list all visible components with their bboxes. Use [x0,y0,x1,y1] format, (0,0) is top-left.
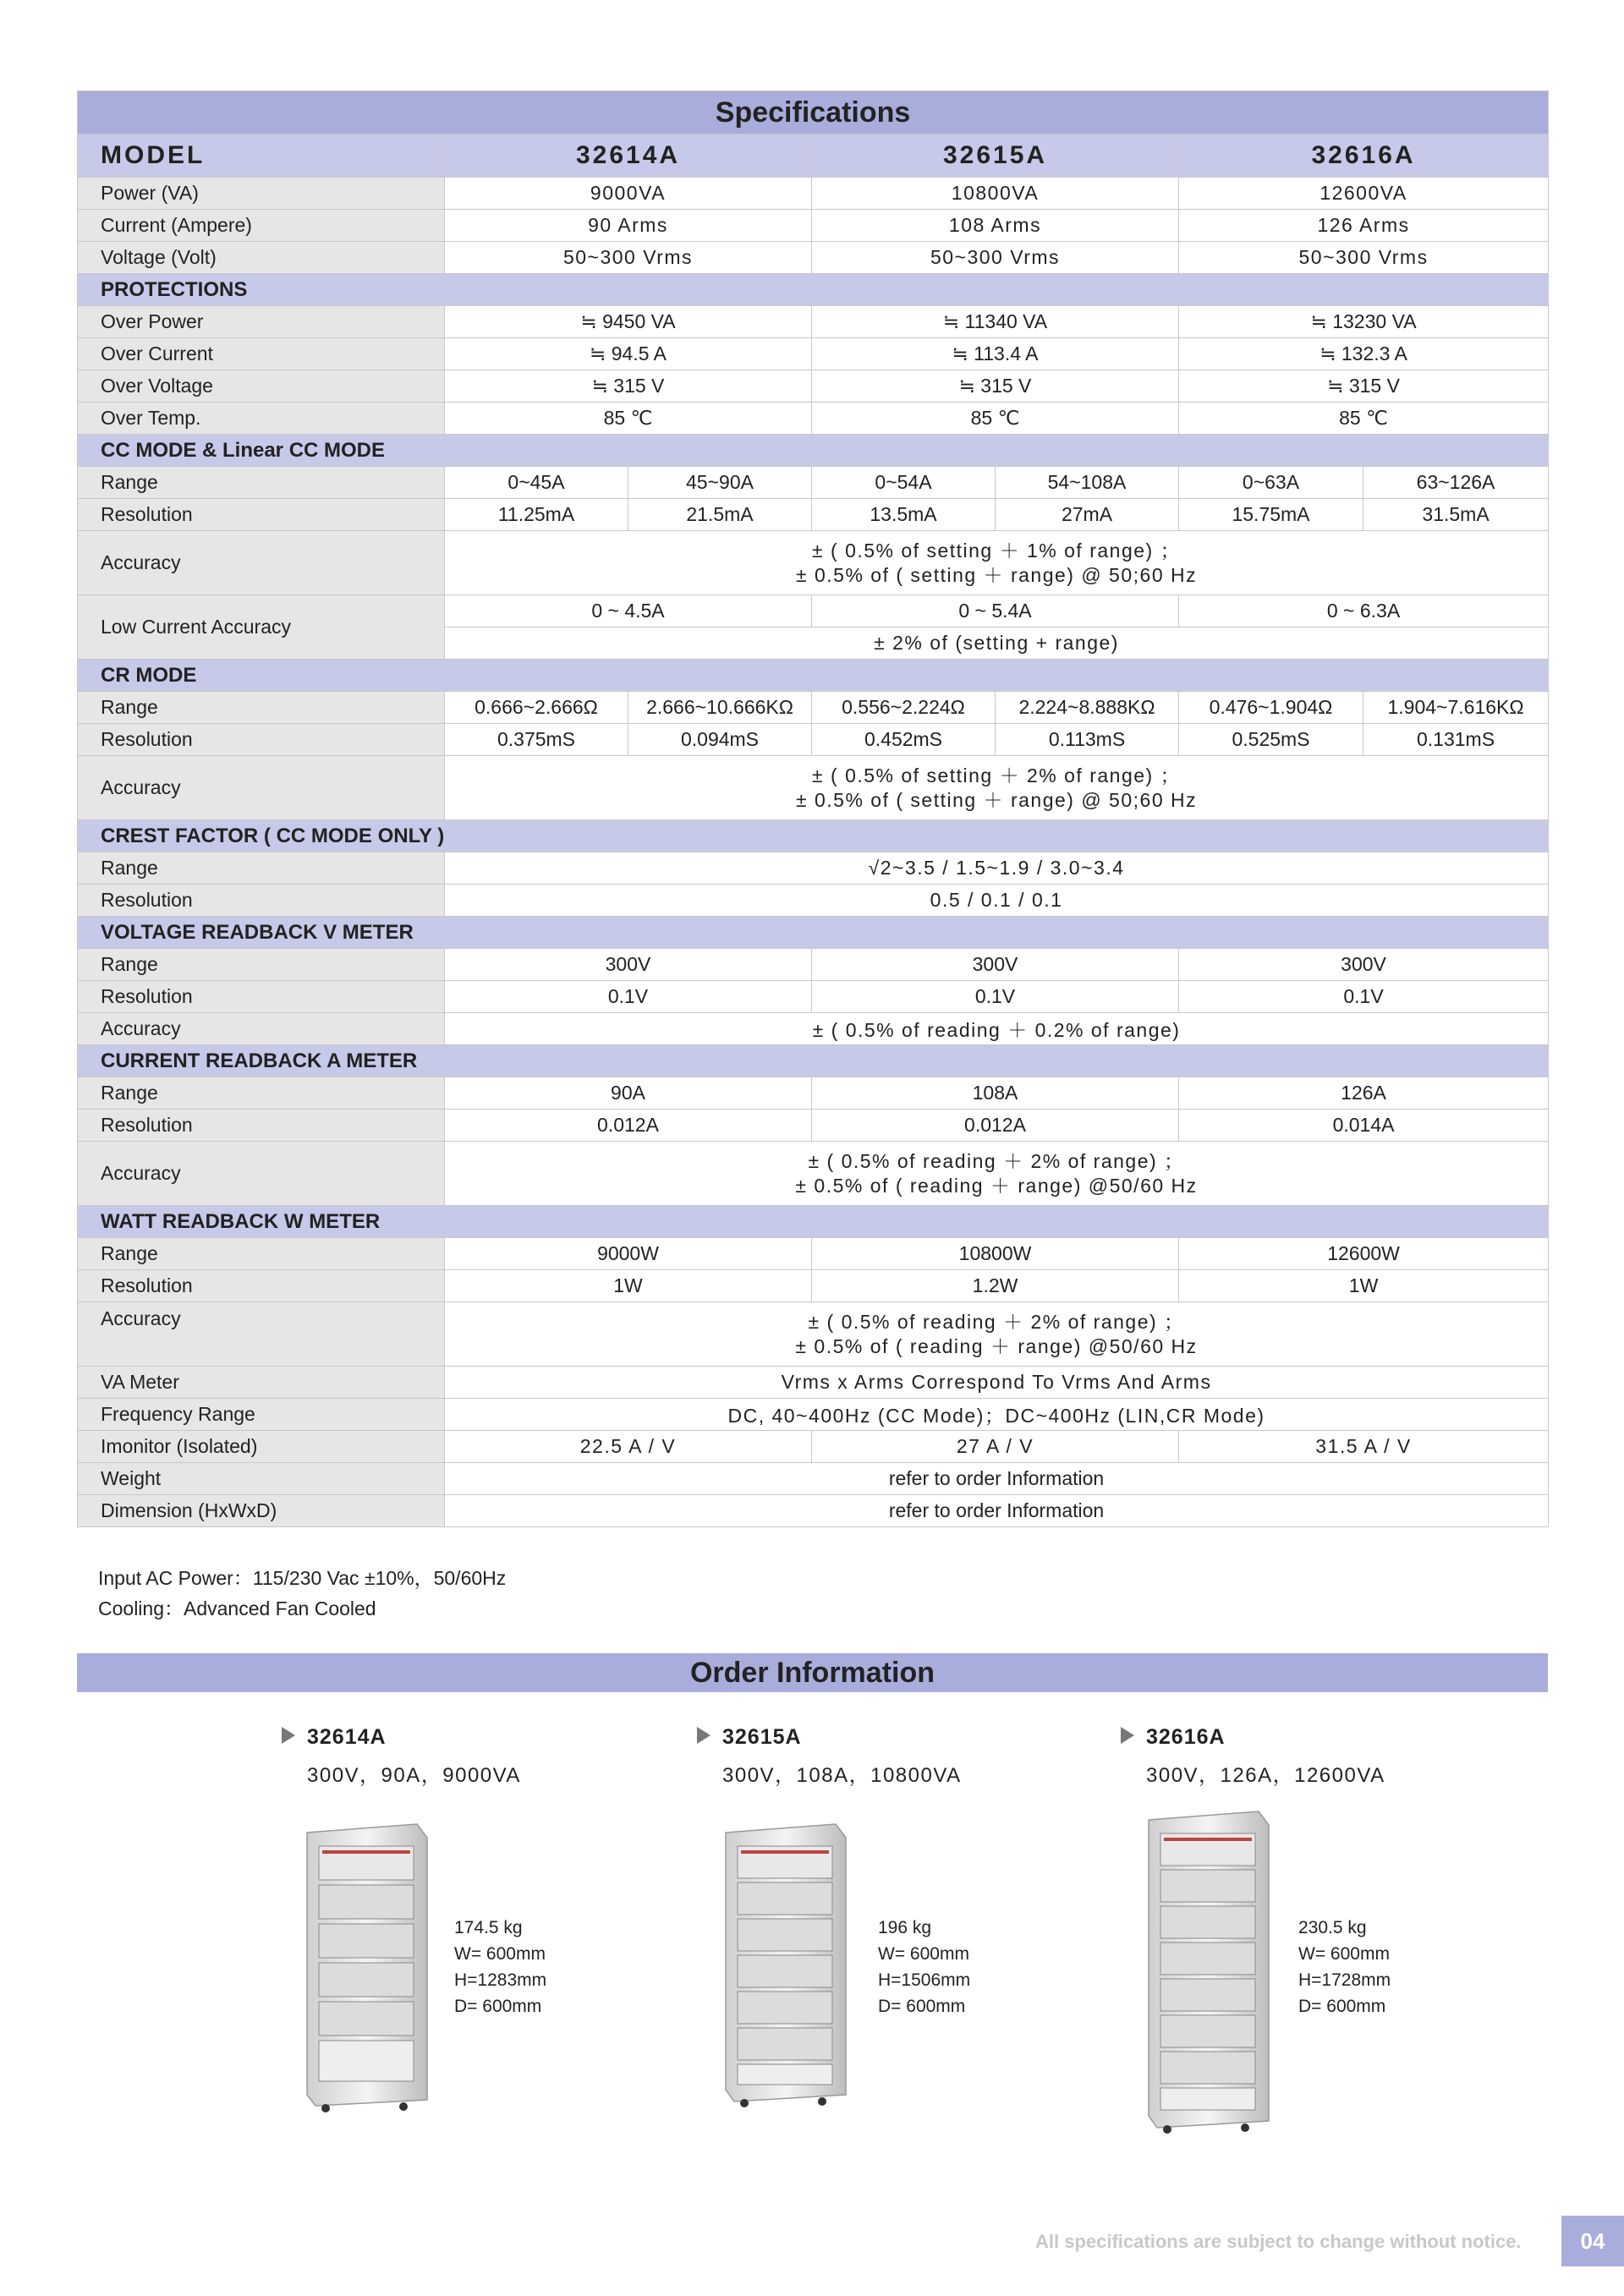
a-resolution-value: 0.012A [812,1110,1179,1142]
v-range-value: 300V [812,949,1179,981]
v-range-value: 300V [1179,949,1549,981]
cc-mode-header: CC MODE & Linear CC MODE [78,435,1549,467]
w-resolution-value: 1W [445,1270,812,1302]
cr-range-value: 0.476~1.904Ω [1179,692,1363,724]
v-resolution-label: Resolution [78,981,445,1013]
a-accuracy-line1: ± ( 0.5% of reading ＋ 2% of range) ； [808,1149,1185,1172]
cc-resolution-value: 15.75mA [1179,499,1363,531]
low-current-range: 0 ~ 5.4A [812,595,1179,627]
order-item-32616a [1121,1725,1385,1788]
cc-resolution-value: 11.25mA [445,499,628,531]
over-voltage-label: Over Voltage [78,370,445,403]
over-voltage-value: ≒ 315 V [812,370,1179,403]
cr-accuracy-label: Accuracy [78,756,445,820]
cc-accuracy-line1: ± ( 0.5% of setting ＋ 1% of range) ； [812,539,1182,562]
order-item-desc: 300V，108A，10800VA [722,1764,962,1787]
over-temp-value: 85 ℃ [812,403,1179,435]
over-current-label: Over Current [78,338,445,370]
cooling-note: Cooling：Advanced Fan Cooled [98,1597,376,1619]
over-power-label: Over Power [78,306,445,338]
w-accuracy-value [445,1302,1549,1367]
voltage-value: 50~300 Vrms [812,242,1179,274]
sqrt-symbol: √ [868,857,881,879]
a-range-value: 126A [1179,1077,1549,1110]
over-power-value: ≒ 11340 VA [812,306,1179,338]
order-dimensions-32614a [454,1915,546,2019]
w-resolution-label: Resolution [78,1270,445,1302]
cr-resolution-value: 0.113mS [996,724,1179,756]
w-resolution-value: 1.2W [812,1270,1179,1302]
imonitor-value: 22.5 A / V [445,1431,812,1463]
cc-resolution-label: Resolution [78,499,445,531]
frequency-range-label: Frequency Range [78,1399,445,1431]
cr-range-value: 2.224~8.888KΩ [996,692,1179,724]
power-value: 12600VA [1179,178,1549,210]
a-meter-header: CURRENT READBACK A METER [78,1045,1549,1077]
a-accuracy-line2: ± 0.5% of ( reading ＋ range) @50/60 Hz [795,1174,1198,1197]
imonitor-label: Imonitor (Isolated) [78,1431,445,1463]
cr-accuracy-line2: ± 0.5% of ( setting ＋ range) @ 50;60 Hz [795,788,1198,811]
a-accuracy-value [445,1142,1549,1206]
crest-range-label: Range [78,852,445,885]
triangle-bullet-icon [1121,1727,1134,1744]
over-voltage-value: ≒ 315 V [445,370,812,403]
cc-resolution-value: 13.5mA [812,499,996,531]
va-meter-label: VA Meter [78,1367,445,1399]
w-range-value: 9000W [445,1238,812,1270]
order-item-name-text: 32616A [1146,1725,1226,1749]
w-range-value: 12600W [1179,1238,1549,1270]
cc-accuracy-value [445,531,1549,595]
order-item-desc: 300V，126A，12600VA [1146,1764,1385,1787]
over-current-value: ≒ 94.5 A [445,338,812,370]
depth-text: D= 600mm [878,1997,966,2016]
crest-factor-header: CREST FACTOR ( CC MODE ONLY ) [78,820,1549,852]
weight-label: Weight [78,1463,445,1495]
cr-mode-header: CR MODE [78,660,1549,692]
power-label: Power (VA) [78,178,445,210]
cc-range-value: 0~45A [445,467,628,499]
rack-cabinet-32616a-image [1142,1810,1270,2135]
current-value: 90 Arms [445,210,812,242]
cc-resolution-value: 31.5mA [1363,499,1549,531]
crest-range-value [445,852,1549,885]
input-ac-power-note: Input AC Power：115/230 Vac ±10%，50/60Hz [98,1567,507,1589]
triangle-bullet-icon [697,1727,710,1744]
a-resolution-value: 0.014A [1179,1110,1549,1142]
cr-resolution-value: 0.525mS [1179,724,1363,756]
a-range-value: 90A [445,1077,812,1110]
current-value: 108 Arms [812,210,1179,242]
current-value: 126 Arms [1179,210,1549,242]
voltage-value: 50~300 Vrms [1179,242,1549,274]
cr-range-label: Range [78,692,445,724]
cc-resolution-value: 27mA [996,499,1179,531]
cr-resolution-value: 0.452mS [812,724,996,756]
order-dimensions-32615a [878,1915,970,2019]
dimension-value: refer to order Information [445,1495,1549,1527]
cr-resolution-value: 0.375mS [445,724,628,756]
cc-range-label: Range [78,467,445,499]
order-item-name-text: 32615A [722,1725,802,1749]
over-voltage-value: ≒ 315 V [1179,370,1549,403]
low-current-accuracy-label: Low Current Accuracy [78,595,445,660]
v-resolution-value: 0.1V [812,981,1179,1013]
cr-accuracy-line1: ± ( 0.5% of setting ＋ 2% of range) ； [812,764,1182,786]
weight-text: 174.5 kg [454,1918,523,1937]
a-range-label: Range [78,1077,445,1110]
triangle-bullet-icon [282,1727,295,1744]
specifications-title: Specifications [78,91,1549,134]
over-current-value: ≒ 113.4 A [812,338,1179,370]
w-meter-header: WATT READBACK W METER [78,1206,1549,1238]
cr-resolution-label: Resolution [78,724,445,756]
v-resolution-value: 0.1V [1179,981,1549,1013]
low-current-range: 0 ~ 6.3A [1179,595,1549,627]
height-text: H=1506mm [878,1970,971,1990]
low-current-accuracy-value: ± 2% of (setting + range) [445,627,1549,660]
order-dimensions-32616a [1298,1915,1391,2019]
model-32615a: 32615A [812,134,1179,178]
over-power-value: ≒ 13230 VA [1179,306,1549,338]
imonitor-value: 27 A / V [812,1431,1179,1463]
cr-range-value: 0.666~2.666Ω [445,692,628,724]
cc-range-value: 54~108A [996,467,1179,499]
current-label: Current (Ampere) [78,210,445,242]
over-temp-value: 85 ℃ [445,403,812,435]
weight-text: 196 kg [878,1918,932,1937]
cc-accuracy-line2: ± 0.5% of ( setting ＋ range) @ 50;60 Hz [795,563,1198,586]
cr-range-value: 1.904~7.616KΩ [1363,692,1549,724]
cc-accuracy-label: Accuracy [78,531,445,595]
over-temp-value: 85 ℃ [1179,403,1549,435]
cc-range-value: 0~54A [812,467,996,499]
cc-resolution-value: 21.5mA [628,499,812,531]
v-range-label: Range [78,949,445,981]
model-32614a: 32614A [445,134,812,178]
height-text: H=1728mm [1298,1970,1391,1990]
cr-range-value: 2.666~10.666KΩ [628,692,812,724]
order-item-name [697,1725,962,1750]
imonitor-value: 31.5 A / V [1179,1431,1549,1463]
frequency-range-value: DC, 40~400Hz (CC Mode)；DC~400Hz (LIN,CR Mode) [445,1399,1549,1431]
depth-text: D= 600mm [454,1997,542,2016]
cr-resolution-value: 0.094mS [628,724,812,756]
w-accuracy-label: Accuracy [78,1302,445,1367]
cr-resolution-value: 0.131mS [1363,724,1549,756]
order-information-title: Order Information [77,1653,1548,1692]
protections-header: PROTECTIONS [78,274,1549,306]
v-range-value: 300V [445,949,812,981]
w-resolution-value: 1W [1179,1270,1549,1302]
width-text: W= 600mm [878,1944,969,1964]
width-text: W= 600mm [454,1944,546,1964]
order-item-name [1121,1725,1385,1750]
footer-notice: All specifications are subject to change without notice. [1035,2231,1522,2252]
cr-accuracy-value [445,756,1549,820]
model-label: MODEL [78,134,445,178]
power-value: 9000VA [445,178,812,210]
weight-value: refer to order Information [445,1463,1549,1495]
crest-resolution-value: 0.5 / 0.1 / 0.1 [445,885,1549,917]
rack-cabinet-32614a-image [300,1822,429,2114]
cc-range-value: 63~126A [1363,467,1549,499]
over-current-value: ≒ 132.3 A [1179,338,1549,370]
cr-range-value: 0.556~2.224Ω [812,692,996,724]
weight-text: 230.5 kg [1298,1918,1367,1937]
a-accuracy-label: Accuracy [78,1142,445,1206]
over-temp-label: Over Temp. [78,403,445,435]
va-meter-value: Vrms x Arms Correspond To Vrms And Arms [445,1367,1549,1399]
cc-range-value: 0~63A [1179,467,1363,499]
v-accuracy-value: ± ( 0.5% of reading ＋ 0.2% of range) [445,1013,1549,1045]
w-range-label: Range [78,1238,445,1270]
voltage-label: Voltage (Volt) [78,242,445,274]
voltage-value: 50~300 Vrms [445,242,812,274]
order-item-desc: 300V，90A，9000VA [307,1764,521,1787]
depth-text: D= 600mm [1298,1997,1386,2016]
width-text: W= 600mm [1298,1944,1390,1964]
crest-resolution-label: Resolution [78,885,445,917]
w-range-value: 10800W [812,1238,1179,1270]
order-item-name [282,1725,521,1750]
w-accuracy-line1: ± ( 0.5% of reading ＋ 2% of range) ； [808,1310,1185,1333]
over-power-value: ≒ 9450 VA [445,306,812,338]
cc-range-value: 45~90A [628,467,812,499]
power-value: 10800VA [812,178,1179,210]
height-text: H=1283mm [454,1970,547,1990]
v-resolution-value: 0.1V [445,981,812,1013]
rack-cabinet-32615a-image [719,1822,848,2108]
page-number: 04 [1561,2216,1624,2266]
a-resolution-label: Resolution [78,1110,445,1142]
order-item-32615a [697,1725,962,1788]
order-item-name-text: 32614A [307,1725,387,1749]
order-item-32614a [282,1725,521,1788]
dimension-label: Dimension (HxWxD) [78,1495,445,1527]
w-accuracy-line2: ± 0.5% of ( reading ＋ range) @50/60 Hz [795,1334,1198,1357]
crest-range-text: 2~3.5 / 1.5~1.9 / 3.0~3.4 [880,857,1125,879]
model-32616a: 32616A [1179,134,1549,178]
low-current-range: 0 ~ 4.5A [445,595,812,627]
specifications-table [77,90,1549,1527]
v-meter-header: VOLTAGE READBACK V METER [78,917,1549,949]
a-range-value: 108A [812,1077,1179,1110]
v-accuracy-label: Accuracy [78,1013,445,1045]
a-resolution-value: 0.012A [445,1110,812,1142]
